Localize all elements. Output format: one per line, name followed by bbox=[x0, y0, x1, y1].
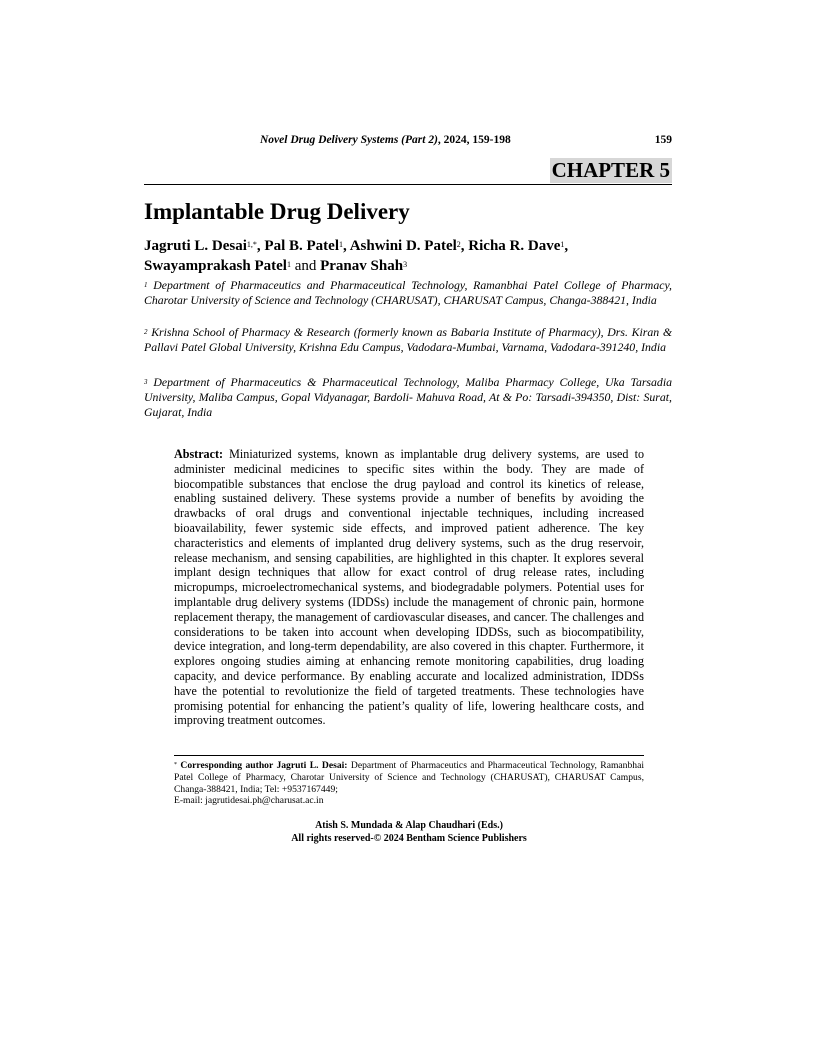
author: Pranav Shah bbox=[320, 258, 404, 274]
affiliation: $^1$ Department of Pharmaceutics and Pharmaceutical Technology, Ramanbhai Patel College of Pharmacy, Charotar University of Science and Technology (CHARUSAT), CHARUSAT Campus, Changa-388421, India bbox=[144, 278, 672, 308]
publisher-footer bbox=[174, 819, 644, 845]
abstract-label: Abstract: bbox=[174, 447, 224, 461]
corresponding-author-footnote: * Corresponding author Jagruti L. Desai: Department of Pharmaceutics and Pharmaceutical Technology, Ramanbhai Patel College of Pharmacy, Charotar University of Science and Technology (CHARUSAT), CHARUSAT Campus, Changa-388421, India; Tel: +9537167449; E-mail: jagrutidesai.ph@charusat.ac.in bbox=[174, 760, 644, 807]
chapter-label: CHAPTER 5 bbox=[551, 158, 670, 182]
editors: Atish S. Mundada & Alap Chaudhari (Eds.) bbox=[315, 820, 503, 831]
chapter-header bbox=[144, 158, 672, 185]
author: Pal B. Patel bbox=[264, 238, 339, 254]
running-head bbox=[144, 134, 672, 150]
author-list: Jagruti L. Desai$^{1,*}$, Pal B. Patel$^1$, Ashwini D. Patel$^2$, Richa R. Dave$^1$, Swayamprakash Patel$^1$ and Pranav Shah$^3$ bbox=[144, 238, 569, 274]
author: Swayamprakash Patel bbox=[144, 258, 287, 274]
abstract-text: Miniaturized systems, known as implantable drug delivery systems, are used to administer medicinal medicines to specific sites within the body. They are made of biocompatible substances that enclose the drug payload and control its kinetics of release, enabling sustained delivery. These systems provide a number of benefits by avoiding the drawbacks of oral drugs and conventional injectable techniques, including increased bioavailability, fewer systemic side effects, and improved patient adherence. The key characteristics and elements of implanted drug delivery systems, such as the drug reservoir, release mechanism, and sensing capabilities, are highlighted in this chapter. It explores several implant design techniques that allow for exact control of drug release rates, including micropumps, microelectromechanical systems, and biodegradable polymers. Potential uses for implantable drug delivery systems (IDDSs) include the management of chronic pain, hormone replacement therapy, the management of cardiovascular diseases, and cancer. The challenges and considerations to be taken into account when developing IDDSs, such as biocompatibility, device integration, and long-term dependability, are also covered in this chapter. Furthermore, it explores ongoing studies aiming at enhancing remote monitoring capabilities, drug loading capacity, and device performance. By enabling accurate and localized administration, IDDSs have the potential to revolutionize the field of targeted treatments. These technologies have promising potential for enhancing the patient’s quality of life, lowering healthcare costs, and improving treatment outcomes. bbox=[174, 447, 644, 728]
page-number: 159 bbox=[654, 134, 672, 146]
journal-citation: Novel Drug Delivery Systems (Part 2), 2024, 159-198 bbox=[260, 134, 511, 146]
abstract bbox=[174, 447, 644, 728]
chapter-title: Implantable Drug Delivery bbox=[144, 199, 410, 224]
author: Ashwini D. Patel bbox=[349, 238, 457, 254]
author: Richa R. Dave bbox=[468, 238, 561, 254]
affiliation: $^2$ Krishna School of Pharmacy & Research (formerly known as Babaria Institute of Pharmacy), Drs. Kiran & Pallavi Patel Global University, Krishna Edu Campus, Vadodara-Mumbai, Varnama, Vadodara-391240, India bbox=[144, 325, 672, 355]
affiliation: $^3$ Department of Pharmaceutics & Pharmaceutical Technology, Maliba Pharmacy College, Uka Tarsadia University, Maliba Campus, Gopal Vidyanagar, Bardoli- Mahuva Road, At & Po: Tarsadi-394350, Dist: Surat, Gujarat, India bbox=[144, 375, 672, 420]
footnote-divider bbox=[174, 755, 644, 756]
copyright: All rights reserved-© 2024 Bentham Science Publishers bbox=[291, 833, 527, 844]
author: Jagruti L. Desai bbox=[144, 238, 247, 254]
author-email: E-mail: jagrutidesai.ph@charusat.ac.in bbox=[174, 795, 324, 807]
